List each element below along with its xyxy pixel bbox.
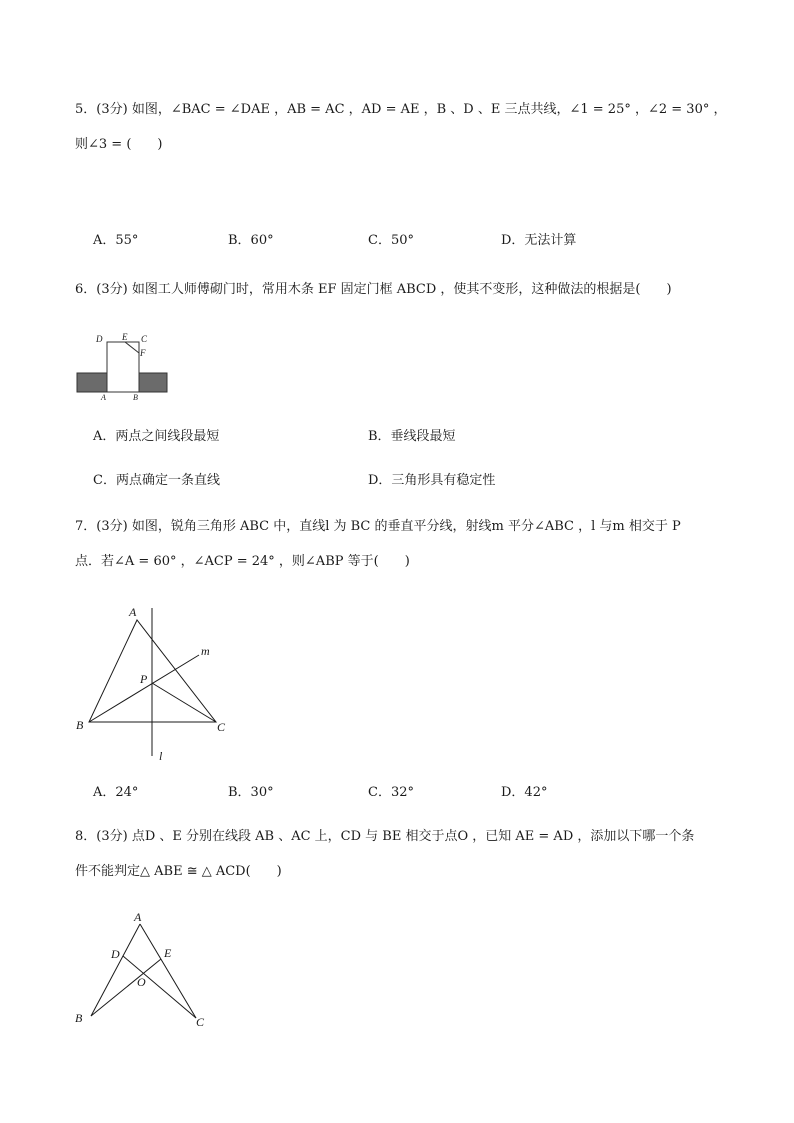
question-6-option-c: C．两点确定一条直线 (93, 473, 220, 488)
question-5-option-c: C．50° (368, 233, 414, 248)
label-c: C (141, 334, 148, 344)
question-5-option-a: A．55° (93, 233, 139, 248)
question-7-option-c: C．32° (368, 785, 414, 800)
label-a: A (101, 393, 106, 402)
label-a: A (129, 605, 137, 619)
door-frame-figure (75, 330, 175, 402)
label-a: A (134, 910, 142, 924)
label-e: E (164, 946, 172, 960)
question-8-line-2: 件不能判定△ ABE ≅ △ ACD( ) (75, 864, 282, 879)
question-6-option-b: B．垂线段最短 (368, 429, 456, 444)
question-8-line-1: 8．(3分) 点D 、E 分别在线段 AB 、AC 上，CD 与 BE 相交于点O ，已知 AE = AD ，添加以下哪一个条 (75, 829, 695, 844)
triangle-abc-figure (70, 598, 240, 768)
wall-left (77, 373, 107, 392)
question-6-option-d: D．三角形具有稳定性 (368, 473, 496, 488)
label-o: O (137, 975, 146, 989)
label-b: B (75, 1011, 83, 1025)
question-5-option-b: B．60° (228, 233, 274, 248)
question-7-option-b: B．30° (228, 785, 274, 800)
question-5-line-1: 5．(3分) 如图，∠BAC = ∠DAE ，AB = AC ，AD = AE ，B 、D 、E 三点共线，∠1 = 25° ，∠2 = 30° ， (75, 102, 727, 117)
ray-m (89, 655, 199, 722)
question-7-option-a: A．24° (93, 785, 139, 800)
wall-right (139, 373, 167, 392)
question-7-line-1: 7．(3分) 如图，锐角三角形 ABC 中，直线l 为 BC 的垂直平分线，射线m 平分∠ABC ，l 与m 相交于 P (75, 519, 681, 534)
segment-be (91, 959, 161, 1016)
segment-pc (152, 683, 216, 722)
question-6-option-a: A．两点之间线段最短 (93, 429, 220, 444)
question-6-line-1: 6．(3分) 如图工人师傅砌门时，常用木条 EF 固定门框 ABCD ，使其不变形，这种做法的根据是( ) (75, 282, 672, 297)
label-m: m (201, 644, 210, 658)
label-b: B (133, 393, 138, 402)
triangle-ado-figure (70, 906, 220, 1036)
label-c: C (196, 1015, 205, 1029)
label-d: D (111, 947, 120, 961)
label-c: C (217, 720, 226, 734)
label-f: F (140, 348, 146, 358)
segment-cd (123, 956, 196, 1018)
segment-ac (140, 924, 196, 1018)
label-d: D (96, 334, 103, 344)
question-7-line-2: 点．若∠A = 60° ，∠ACP = 24° ，则∠ABP 等于( ) (75, 554, 410, 569)
label-e: E (122, 332, 128, 342)
label-p: P (140, 672, 148, 686)
segment-ab (91, 924, 140, 1016)
question-5-line-2: 则∠3 = ( ) (75, 137, 163, 152)
label-b: B (76, 718, 84, 732)
label-l: l (159, 749, 163, 763)
question-7-option-d: D．42° (501, 785, 548, 800)
question-5-option-d: D．无法计算 (501, 233, 577, 248)
